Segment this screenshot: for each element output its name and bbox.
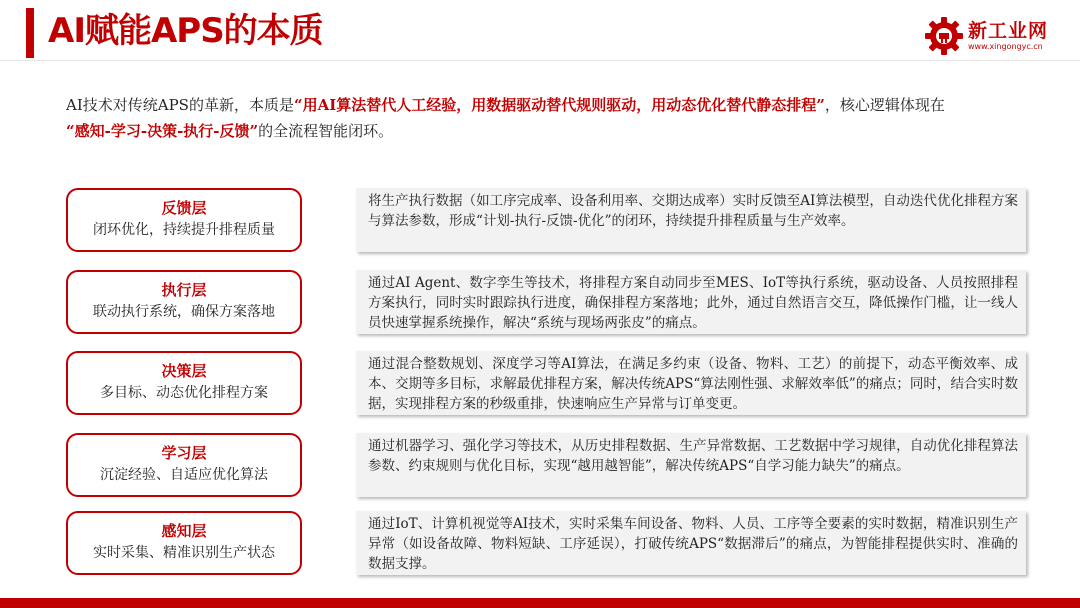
layer-subtitle: 联动执行系统，确保方案落地	[93, 304, 275, 320]
layer-description: 通过IoT、计算机视觉等AI技术，实时采集车间设备、物料、人员、工序等全要素的实时数据，精准识别生产异常（如设备故障、物料短缺、工序延误），打破传统APS“数据滞后”的痛点，为智能排程提供实时、准确的数据支撑。	[356, 511, 1026, 575]
layer-description: 通过机器学习、强化学习等技术，从历史排程数据、生产异常数据、工艺数据中学习规律，自动优化排程算法参数、约束规则与优化目标，实现“越用越智能”，解决传统APS“自学习能力缺失”的痛点。	[356, 433, 1026, 497]
title-divider	[0, 60, 1080, 61]
layer-row-decision	[66, 351, 1026, 415]
logo-text: 新工业网	[968, 20, 1049, 42]
layer-row-execution	[66, 270, 1026, 334]
layer-subtitle: 多目标、动态优化排程方案	[100, 385, 268, 401]
layer-box	[66, 433, 302, 497]
layer-name: 执行层	[161, 281, 207, 299]
intro-text: AI技术对传统APS的革新，本质是	[66, 96, 294, 114]
layer-subtitle: 实时采集、精准识别生产状态	[93, 545, 275, 561]
layer-subtitle: 闭环优化，持续提升排程质量	[93, 222, 275, 238]
footer-accent-bar	[0, 598, 1080, 608]
layer-box	[66, 511, 302, 575]
brand-logo	[924, 14, 1066, 60]
intro-highlight-loop: “感知-学习-决策-执行-反馈”	[66, 122, 259, 140]
layer-name: 感知层	[161, 522, 207, 540]
intro-text: 的全流程智能闭环。	[258, 122, 394, 140]
layer-name: 决策层	[161, 362, 207, 380]
layer-row-perception	[66, 511, 1026, 575]
layer-row-feedback	[66, 188, 1026, 252]
title-accent-bar	[26, 8, 34, 58]
intro-highlight-core: “用AI算法替代人工经验，用数据驱动替代规则驱动，用动态优化替代静态排程”	[293, 96, 825, 114]
layer-description: 通过AI Agent、数字孪生等技术，将排程方案自动同步至MES、IoT等执行系统，驱动设备、人员按照排程方案执行，同时实时跟踪执行进度，确保排程方案落地；此外，通过自然语言交互，降低操作门槛，让一线人员快速掌握系统操作，解决“系统与现场两张皮”的痛点。	[356, 270, 1026, 334]
page-title: AI赋能APS的本质	[48, 11, 323, 51]
layer-box	[66, 188, 302, 252]
intro-text: ，核心逻辑体现在	[824, 96, 945, 114]
layer-name: 学习层	[161, 444, 207, 462]
layer-row-learning	[66, 433, 1026, 497]
layer-name: 反馈层	[161, 199, 207, 217]
logo-url: www.xingongyc.cn	[968, 42, 1043, 51]
layer-subtitle: 沉淀经验、自适应优化算法	[100, 467, 268, 483]
layer-description: 通过混合整数规划、深度学习等AI算法，在满足多约束（设备、物料、工艺）的前提下，动态平衡效率、成本、交期等多目标，求解最优排程方案，解决传统APS“算法刚性强、求解效率低”的痛点；同时，结合实时数据，实现排程方案的秒级重排，快速响应生产异常与订单变更。	[356, 351, 1026, 415]
layer-box	[66, 270, 302, 334]
intro-paragraph	[66, 92, 1026, 144]
layer-description: 将生产执行数据（如工序完成率、设备利用率、交期达成率）实时反馈至AI算法模型，自动迭代优化排程方案与算法参数，形成“计划-执行-反馈-优化”的闭环，持续提升排程质量与生产效率。	[356, 188, 1026, 252]
layer-box	[66, 351, 302, 415]
gear-logo-icon	[924, 16, 964, 56]
